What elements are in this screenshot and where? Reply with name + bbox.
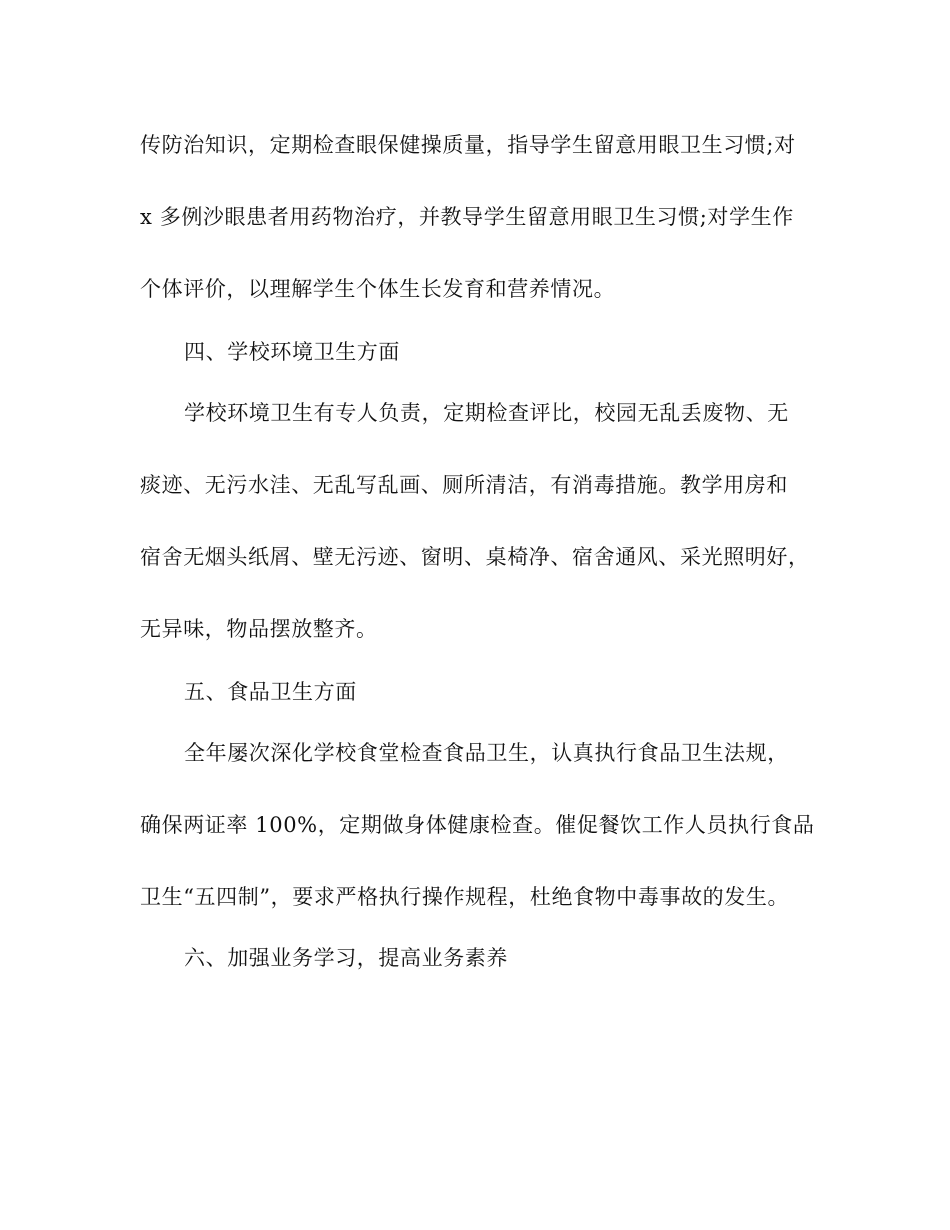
section-heading: 六、加强业务学习，提高业务素养 bbox=[184, 946, 508, 970]
body-line: 个体评价，以理解学生个体生长发育和营养情况。 bbox=[140, 277, 616, 301]
body-line: 确保两证率 100%，定期做身体健康检查。催促餐饮工作人员执行食品 bbox=[140, 813, 815, 837]
body-line: 学校环境卫生有专人负责，定期检查评比，校园无乱丢废物、无 bbox=[184, 401, 789, 425]
body-line: 痰迹、无污水洼、无乱写乱画、厕所清洁，有消毒措施。教学用房和 bbox=[140, 473, 788, 497]
section-heading: 五、食品卫生方面 bbox=[184, 680, 357, 704]
body-line: x 多例沙眼患者用药物治疗，并教导学生留意用眼卫生习惯;对学生作 bbox=[140, 205, 794, 229]
body-line: 传防治知识，定期检查眼保健操质量，指导学生留意用眼卫生习惯;对 bbox=[140, 133, 796, 157]
body-line: 无异味，物品摆放整齐。 bbox=[140, 617, 378, 641]
body-line: 宿舍无烟头纸屑、壁无污迹、窗明、桌椅净、宿舍通风、采光照明好， bbox=[140, 545, 810, 569]
body-line: 全年屡次深化学校食堂检查食品卫生，认真执行食品卫生法规， bbox=[184, 741, 789, 765]
body-line: 卫生“五四制”，要求严格执行操作规程，杜绝食物中毒事故的发生。 bbox=[140, 885, 790, 909]
section-heading: 四、学校环境卫生方面 bbox=[184, 340, 400, 364]
